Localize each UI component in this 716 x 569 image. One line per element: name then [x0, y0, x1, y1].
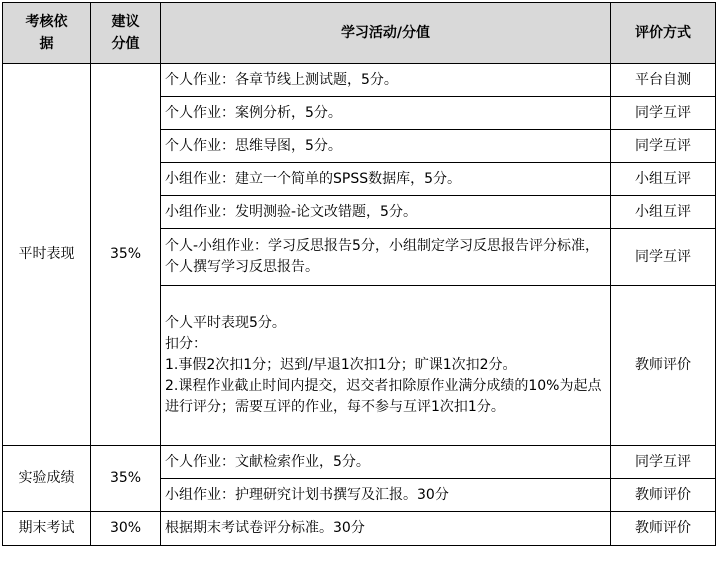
assessment-table [2, 2, 716, 546]
activity-cell: 小组作业：护理研究计划书撰写及汇报。30分 [161, 479, 611, 512]
activity-cell: 个人作业：案例分析，5分。 [161, 97, 611, 130]
basis-cell: 期末考试 [3, 512, 91, 546]
table-row [3, 446, 716, 479]
activity-cell: 个人-小组作业：学习反思报告5分，小组制定学习反思报告评分标准，个人撰写学习反思报告。 [161, 229, 611, 286]
activity-cell: 小组作业：建立一个简单的SPSS数据库，5分。 [161, 163, 611, 196]
activity-cell: 个人作业：各章节线上测试题，5分。 [161, 64, 611, 97]
activity-line: 扣分： [165, 336, 207, 352]
activity-cell [161, 286, 611, 446]
method-cell: 小组互评 [611, 163, 716, 196]
activity-cell: 个人作业：文献检索作业，5分。 [161, 446, 611, 479]
activity-cell: 个人作业：思维导图，5分。 [161, 130, 611, 163]
weight-cell: 35% [91, 446, 161, 512]
activity-cell: 小组作业：发明测验-论文改错题，5分。 [161, 196, 611, 229]
header-weight-text: 建议分值 [111, 14, 140, 52]
header-weight [91, 3, 161, 64]
activity-line: 2.课程作业截止时间内提交，迟交者扣除原作业满分成绩的10%为起点进行评分；需要互评的作业，每不参与互评1次扣1分。 [165, 378, 602, 415]
method-cell: 平台自测 [611, 64, 716, 97]
header-activity: 学习活动/分值 [161, 3, 611, 64]
header-basis [3, 3, 91, 64]
activity-line: 1.事假2次扣1分；迟到/早退1次扣1分；旷课1次扣2分。 [165, 357, 517, 373]
method-cell: 同学互评 [611, 446, 716, 479]
weight-cell: 35% [91, 64, 161, 446]
basis-cell: 平时表现 [3, 64, 91, 446]
basis-cell: 实验成绩 [3, 446, 91, 512]
method-cell: 同学互评 [611, 130, 716, 163]
method-cell: 同学互评 [611, 97, 716, 130]
table-row [3, 64, 716, 97]
header-method: 评价方式 [611, 3, 716, 64]
method-cell: 小组互评 [611, 196, 716, 229]
header-row [3, 3, 716, 64]
activity-cell: 根据期末考试卷评分标准。30分 [161, 512, 611, 546]
method-cell: 同学互评 [611, 229, 716, 286]
weight-cell: 30% [91, 512, 161, 546]
method-cell: 教师评价 [611, 512, 716, 546]
header-basis-text: 考核依据 [25, 14, 68, 52]
method-cell: 教师评价 [611, 479, 716, 512]
method-cell: 教师评价 [611, 286, 716, 446]
activity-line: 个人平时表现5分。 [165, 315, 286, 331]
table-row [3, 512, 716, 546]
